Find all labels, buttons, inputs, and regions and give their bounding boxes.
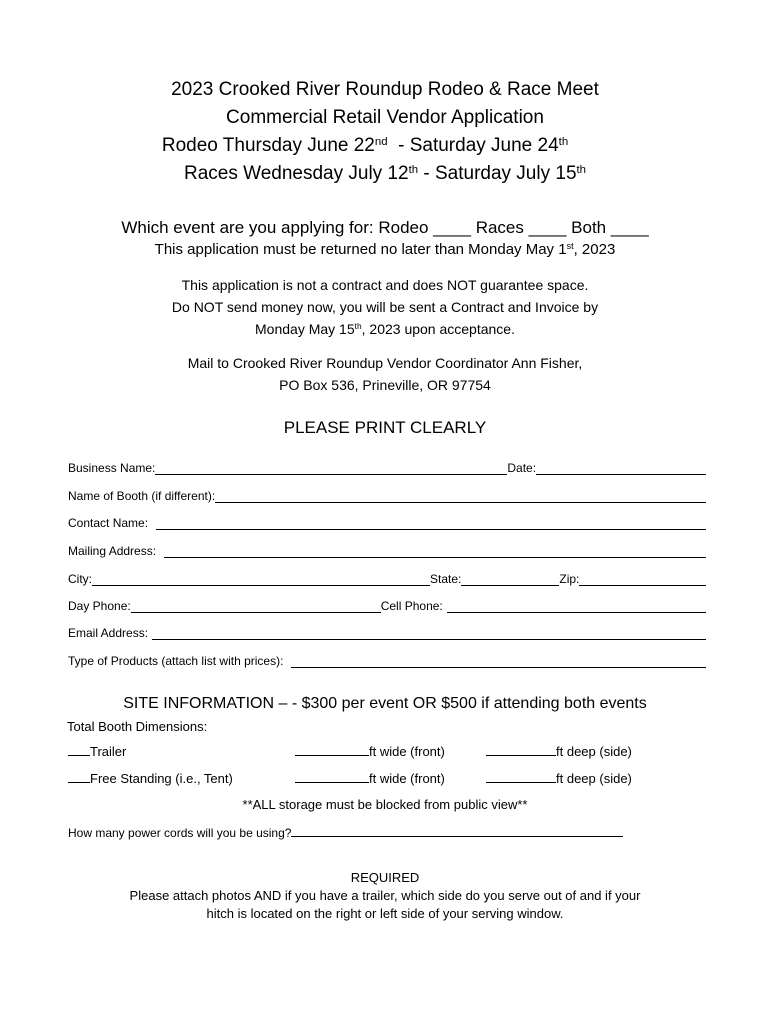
required-line-1: Please attach photos AND if you have a trailer, which side do you serve out of and if your [129,888,641,903]
trailer-width-field[interactable] [295,742,369,756]
booth-dimensions-label: Total Booth Dimensions: [67,719,208,734]
notice-line-3: Monday May 15th, 2023 upon acceptance. [255,321,515,337]
mail-line-1: Mail to Crooked River Roundup Vendor Coordinator Ann Fisher, [187,355,583,371]
site-info-heading: SITE INFORMATION – - $300 per event OR $500 if attending both events [123,695,647,712]
event-question: Which event are you applying for: Rodeo ____ Races ____ Both ____ [121,218,649,237]
trailer-label: Trailer [90,744,127,759]
free-standing-depth-field[interactable] [486,769,556,783]
free-standing-width [295,769,445,786]
zip-label: Zip: [559,572,580,586]
mailing-address-label: Mailing Address: [68,544,157,558]
booth-name-field[interactable] [215,488,706,503]
rodeo-dates: Rodeo Thursday June 22nd - Saturday June 24th [161,135,569,156]
required-line-2: hitch is located on the right or left side of your serving window. [206,906,564,921]
mailing-address-field[interactable] [164,543,706,558]
contact-name-row [68,513,706,533]
required-label: REQUIRED [350,870,420,885]
trailer-depth-field[interactable] [486,742,556,756]
notice-line-1: This application is not a contract and does NOT guarantee space. [181,277,589,293]
email-row [68,623,706,643]
products-row [68,651,706,671]
storage-note: **ALL storage must be blocked from public view** [242,797,528,812]
phone-row [68,596,706,616]
cell-phone-label: Cell Phone: [380,599,443,613]
free-standing-option [68,769,233,786]
power-cords-label: How many power cords will you be using? [68,826,292,840]
free-standing-depth [486,769,632,786]
day-phone-label: Day Phone: [68,599,131,613]
zip-field[interactable] [579,571,706,586]
day-phone-field[interactable] [131,598,381,613]
deadline-notice: This application must be returned no later than Monday May 1st, 2023 [154,241,616,258]
state-label: State: [430,572,462,586]
city-field[interactable] [92,571,430,586]
free-standing-width-label: ft wide (front) [369,771,445,786]
date-label: Date: [507,461,537,475]
power-cords-row [68,824,623,840]
business-name-field[interactable] [155,460,507,475]
free-standing-checkbox-line[interactable] [68,769,90,783]
trailer-width [295,742,445,759]
business-name-label: Business Name: [68,461,156,475]
trailer-option [68,742,126,759]
contact-name-field[interactable] [156,515,706,530]
title-line-1: 2023 Crooked River Roundup Rodeo & Race Meet [171,79,599,100]
cell-phone-field[interactable] [447,598,706,613]
email-field[interactable] [152,625,706,640]
city-state-zip-row [68,569,706,589]
race-dates: Races Wednesday July 12th - Saturday July 15th [183,163,587,184]
contact-name-label: Contact Name: [68,516,149,530]
notice-line-2: Do NOT send money now, you will be sent a Contract and Invoice by [171,299,599,315]
city-label: City: [68,572,92,586]
free-standing-width-field[interactable] [295,769,369,783]
free-standing-label: Free Standing (i.e., Tent) [90,771,233,786]
products-field[interactable] [291,653,706,668]
mailing-address-row [68,541,706,561]
free-standing-depth-label: ft deep (side) [556,771,632,786]
trailer-depth-label: ft deep (side) [556,744,632,759]
booth-name-label: Name of Booth (if different): [68,489,216,503]
email-label: Email Address: [68,626,149,640]
booth-name-row [68,486,706,506]
business-name-row [68,458,706,478]
title-line-2: Commercial Retail Vendor Application [226,107,544,128]
date-field[interactable] [536,460,706,475]
trailer-checkbox-line[interactable] [68,742,90,756]
trailer-width-label: ft wide (front) [369,744,445,759]
trailer-depth [486,742,632,759]
products-label: Type of Products (attach list with prices): [68,654,284,668]
state-field[interactable] [461,571,559,586]
print-clearly-heading: PLEASE PRINT CLEARLY [283,418,487,437]
mail-line-2: PO Box 536, Prineville, OR 97754 [279,377,491,393]
power-cords-field[interactable] [291,824,623,837]
